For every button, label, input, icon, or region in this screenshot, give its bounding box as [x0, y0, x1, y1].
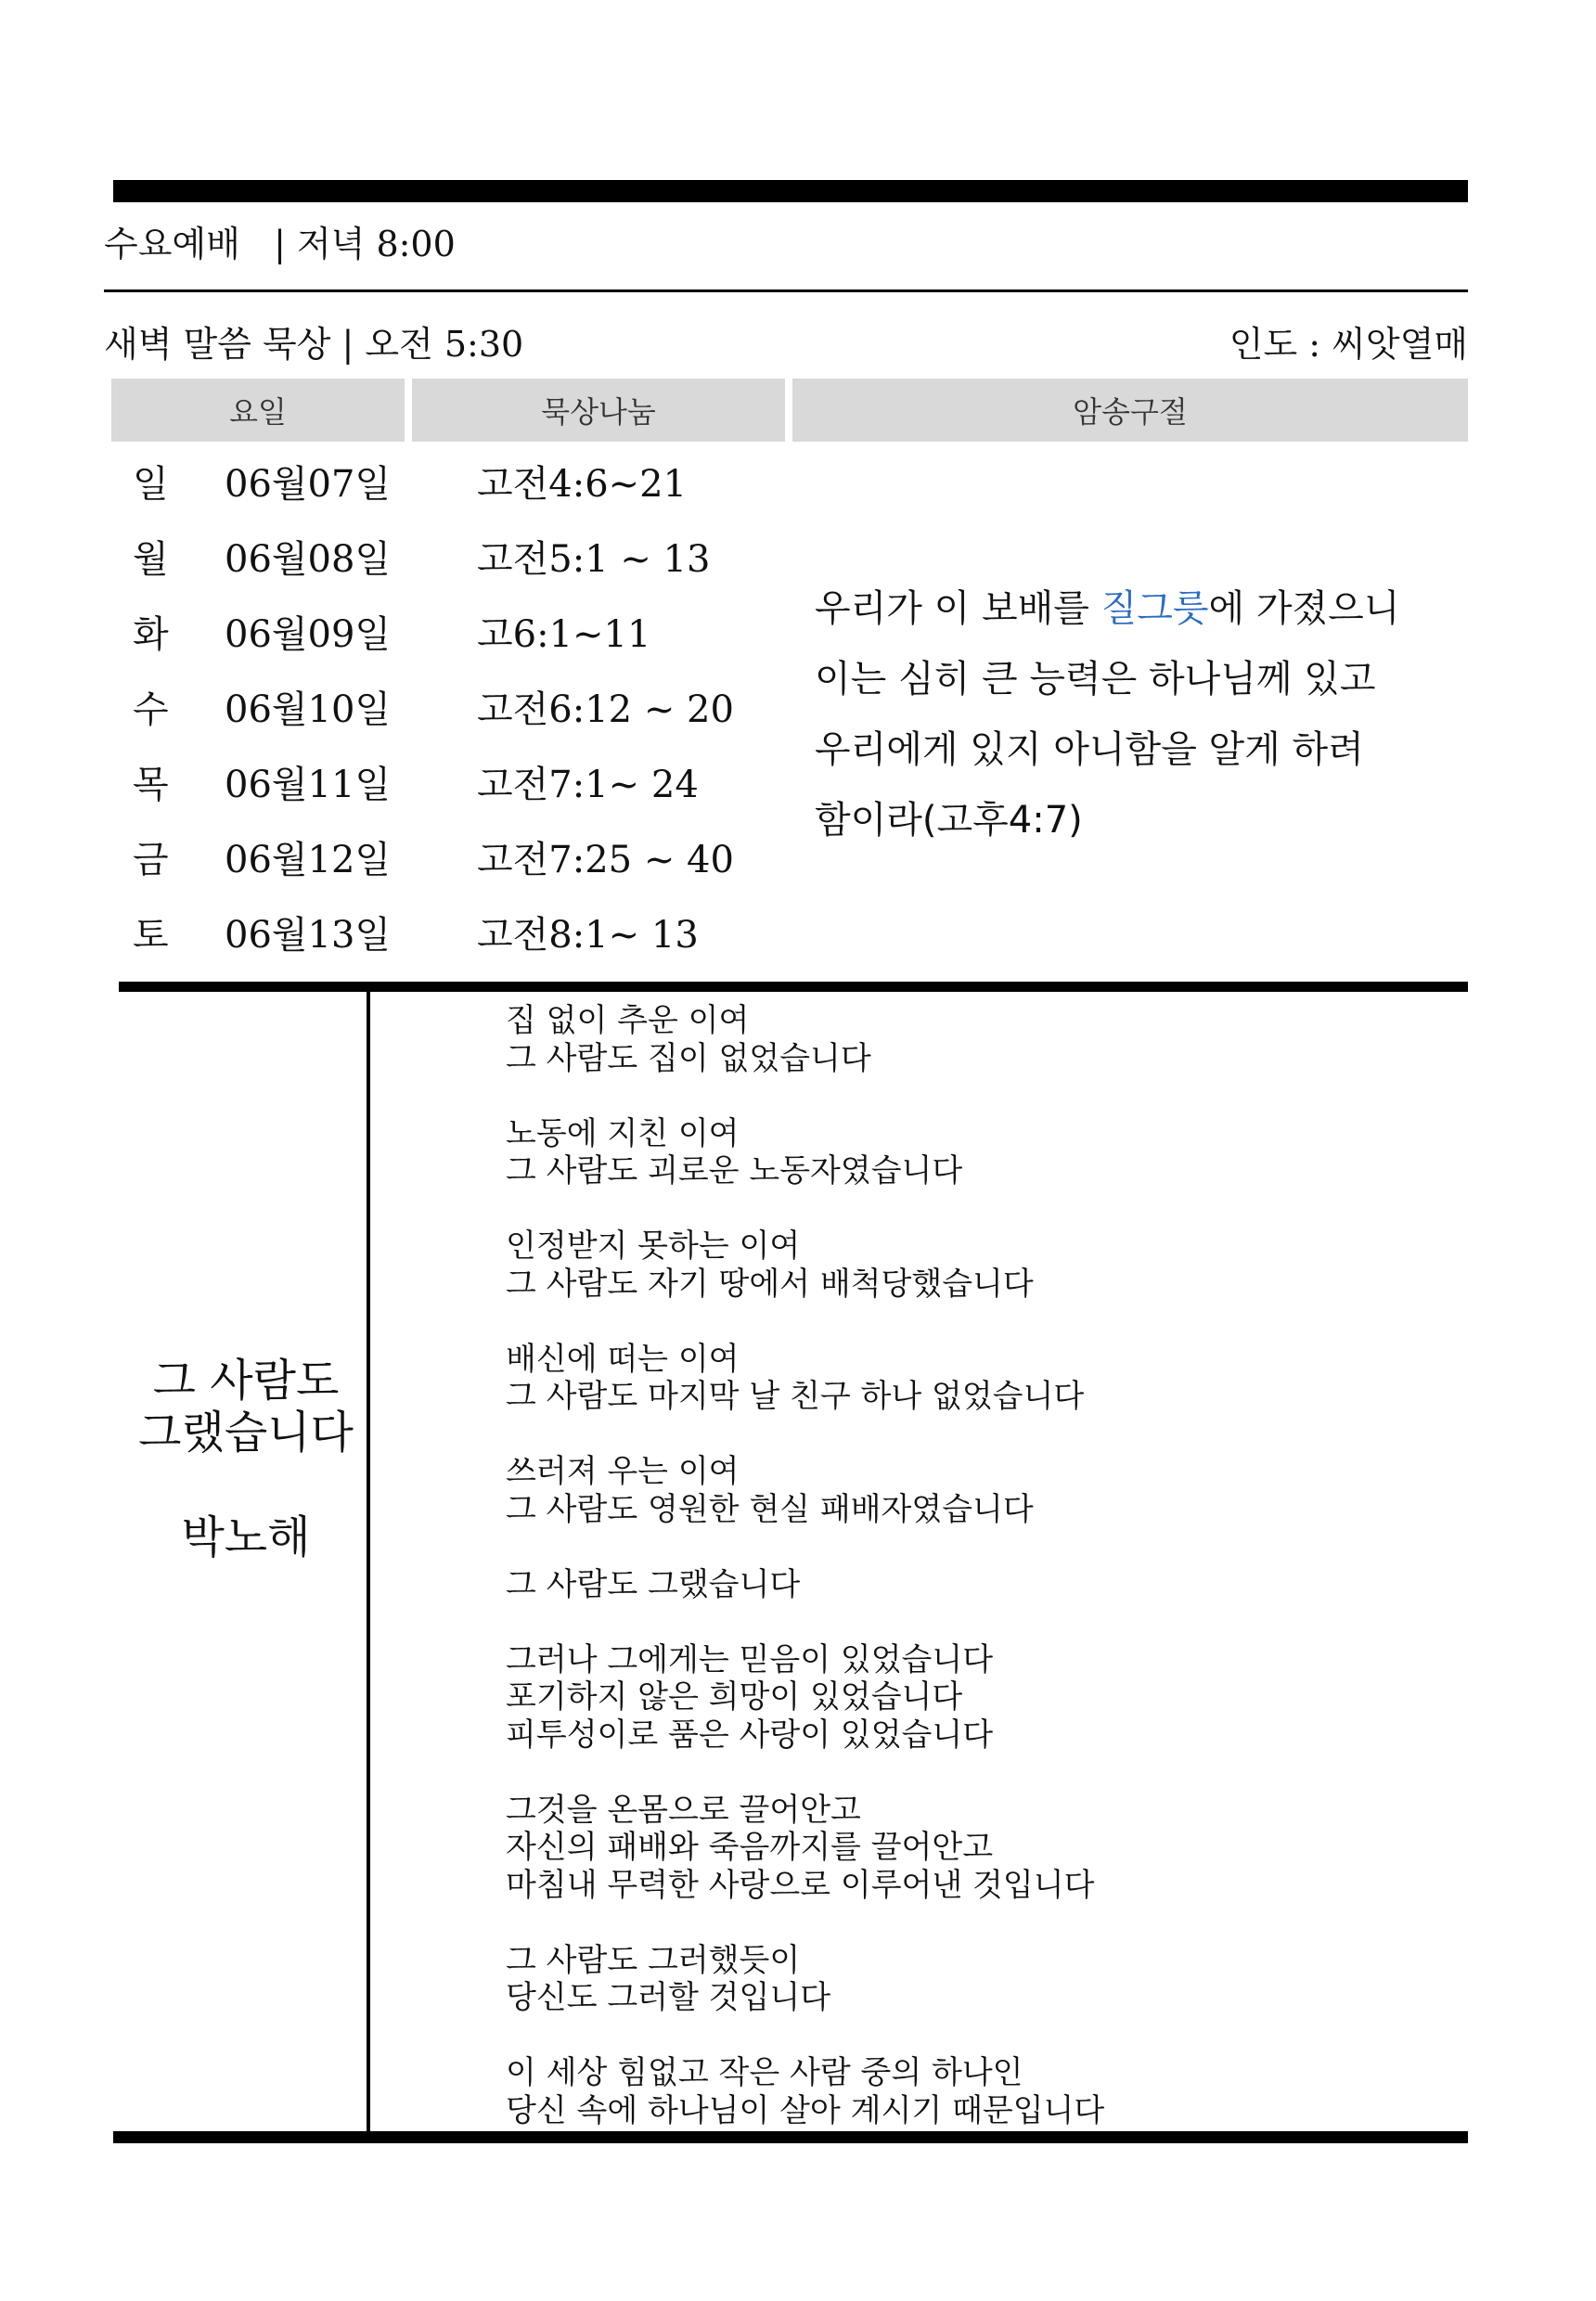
row-day: 토 — [133, 914, 169, 957]
row-date: 06월07일 — [225, 463, 392, 506]
poem-title — [121, 1355, 371, 1459]
poem-title-line: 그 사람도 — [152, 1355, 340, 1407]
poem-line: 그 사람도 그랬습니다 — [506, 1565, 801, 1603]
header-memory — [792, 379, 1468, 442]
top-rule — [113, 180, 1468, 202]
wednesday-service-time: 수요예배 | 저녁 8:00 — [104, 224, 456, 264]
row-day: 수 — [133, 688, 169, 731]
row-date: 06월08일 — [225, 538, 392, 581]
memory-verse-start: 우리가 이 보배를 — [815, 587, 1101, 630]
poem-title-line: 그랬습니다 — [138, 1407, 354, 1459]
row-day: 목 — [133, 764, 169, 806]
poem-line: 자신의 패배와 죽음까지를 끌어안고 — [506, 1829, 994, 1866]
row-day: 화 — [133, 613, 169, 656]
row-date: 06월13일 — [225, 914, 392, 957]
header-divider — [104, 289, 1468, 292]
dawn-meditation-time: 새벽 말씀 묵상 | 오전 5:30 — [104, 324, 524, 365]
poem-line: 그 사람도 영원한 현실 패배자였습니다 — [506, 1490, 1034, 1528]
poem-line: 피투성이로 품은 사랑이 있었습니다 — [506, 1716, 994, 1754]
row-verse: 고전5:1 ~ 13 — [477, 538, 711, 581]
poem-line: 그 사람도 그러했듯이 — [506, 1941, 801, 1979]
row-day: 금 — [133, 839, 169, 881]
memory-verse-highlight: 질그릇 — [1100, 587, 1209, 630]
poem-line: 인정받지 못하는 이여 — [506, 1228, 801, 1265]
header-day-label: 요일 — [229, 394, 287, 430]
poem-line: 그 사람도 자기 땅에서 배척당했습니다 — [506, 1265, 1034, 1303]
poem-line: 당신도 그러할 것입니다 — [506, 1979, 831, 2016]
row-day: 일 — [133, 463, 169, 506]
poem-line: 그 사람도 괴로운 노동자였습니다 — [506, 1152, 963, 1189]
header-memory-label: 암송구절 — [1073, 394, 1188, 430]
poem-line: 이 세상 힘없고 작은 사람 중의 하나인 — [506, 2054, 1023, 2091]
header-day — [111, 379, 405, 442]
poem-line: 집 없이 추운 이여 — [506, 1002, 750, 1039]
row-verse: 고6:1~11 — [477, 613, 651, 656]
poem-body — [506, 1002, 1104, 2167]
poem-stanza — [506, 1002, 1104, 1077]
memory-verse — [815, 573, 1409, 855]
poem-line: 그 사람도 마지막 날 친구 하나 없었습니다 — [506, 1378, 1085, 1415]
poem-stanza — [506, 1641, 1104, 1755]
poem-line: 포기하지 않은 희망이 있었습니다 — [506, 1678, 963, 1716]
leader-label: 인도 : 씨앗열매 — [1229, 324, 1468, 365]
row-date: 06월10일 — [225, 688, 392, 731]
poem-stanza — [506, 1228, 1104, 1303]
poem-vertical-divider — [367, 992, 370, 2140]
row-date: 06월11일 — [225, 764, 392, 806]
row-date: 06월09일 — [225, 613, 392, 656]
poem-line: 그러나 그에게는 믿음이 있었습니다 — [506, 1640, 994, 1678]
poem-author: 박노해 — [181, 1511, 311, 1563]
poem-line: 그것을 온몸으로 끌어안고 — [506, 1791, 861, 1829]
row-verse: 고전6:12 ~ 20 — [477, 688, 734, 731]
poem-stanza — [506, 1341, 1104, 1416]
poem-stanza — [506, 1942, 1104, 2017]
row-verse: 고전8:1~ 13 — [477, 914, 699, 957]
memory-verse-end: 에 가졌으니 이는 심히 큰 능력은 하나님께 있고 우리에게 있지 아니함을 알게 하려 함이라(고후4:7) — [815, 587, 1400, 842]
row-day: 월 — [133, 538, 169, 581]
row-verse: 고전4:6~21 — [477, 463, 688, 506]
poem-stanza — [506, 1792, 1104, 1905]
row-verse: 고전7:25 ~ 40 — [477, 839, 734, 881]
poem-top-rule — [119, 982, 1468, 992]
poem-line: 쓰러져 우는 이여 — [506, 1453, 740, 1490]
poem-stanza — [506, 1115, 1104, 1190]
header-meditation — [412, 379, 785, 442]
poem-line: 마침내 무력한 사랑으로 이루어낸 것입니다 — [506, 1866, 1095, 1904]
row-date: 06월12일 — [225, 839, 392, 881]
header-meditation-label: 묵상나눔 — [541, 394, 656, 430]
poem-line: 배신에 떠는 이여 — [506, 1340, 740, 1378]
row-verse: 고전7:1~ 24 — [477, 764, 699, 806]
poem-stanza — [506, 1453, 1104, 1528]
poem-line: 그 사람도 집이 없었습니다 — [506, 1039, 871, 1077]
poem-line: 노동에 지친 이여 — [506, 1114, 740, 1152]
poem-stanza — [506, 2054, 1104, 2129]
poem-line: 당신 속에 하나님이 살아 계시기 때문입니다 — [506, 2091, 1105, 2129]
poem-stanza — [506, 1566, 1104, 1604]
